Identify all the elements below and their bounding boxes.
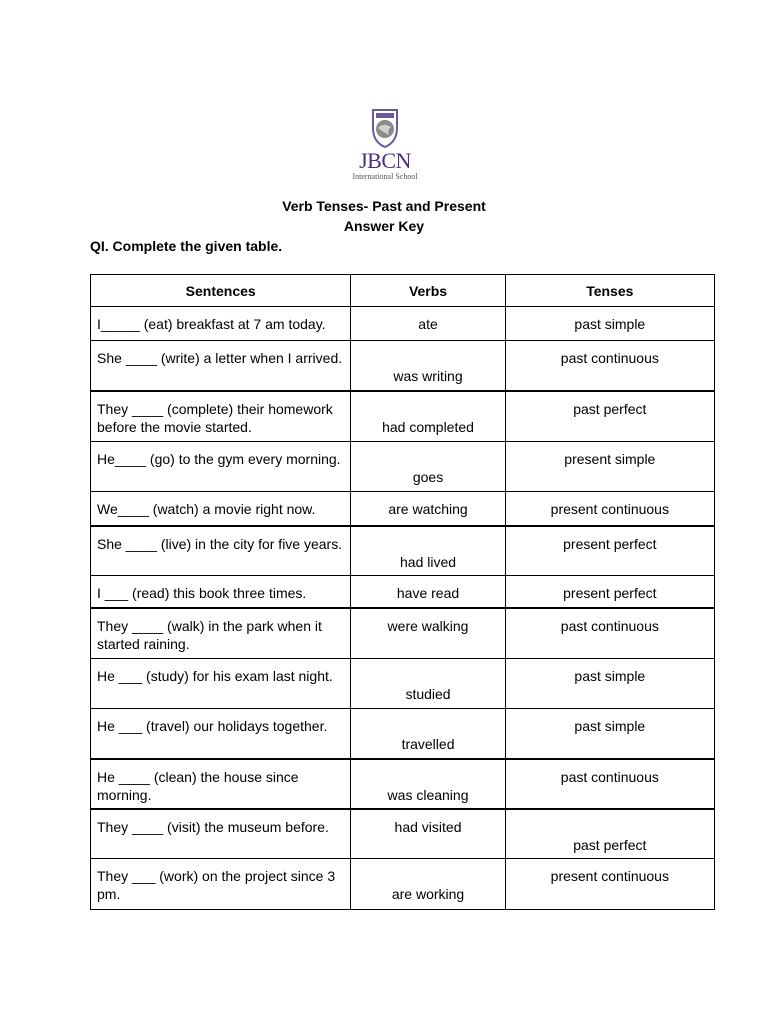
sentence-cell: He____ (go) to the gym every morning. (97, 451, 341, 467)
sentence-cell: I ___ (read) this book three times. (97, 585, 307, 601)
question-label: QI. Complete the given table. (90, 238, 283, 254)
tense-cell: present perfect (563, 585, 657, 601)
table-row (91, 492, 715, 526)
tense-cell: past perfect (573, 400, 647, 417)
sentence-cell: I_____ (eat) breakfast at 7 am today. (97, 316, 326, 332)
table-row (91, 442, 715, 492)
page-subtitle: Answer Key (343, 218, 425, 234)
tense-cell: present continuous (550, 501, 669, 517)
sentence-cell: They ____ (walk) in the park when it started raining. (97, 617, 322, 652)
sentence-cell: They ____ (complete) their homework before the movie started. (97, 400, 333, 435)
verb-cell: have read (396, 585, 460, 601)
table-row (91, 307, 715, 341)
sentence-cell: They ____ (visit) the museum before. (97, 818, 329, 835)
tense-cell: present simple (564, 451, 656, 467)
table-row (91, 576, 715, 608)
table-row (91, 759, 715, 809)
verb-cell: had visited (394, 818, 462, 835)
answer-table (90, 274, 715, 910)
table-row (91, 391, 715, 442)
tense-cell: past simple (574, 718, 646, 734)
table-row (91, 659, 715, 709)
school-logo (345, 108, 425, 184)
verb-cell: are working (391, 886, 465, 902)
sentence-cell: She ____ (write) a letter when I arrived. (97, 350, 343, 366)
verb-cell: had completed (382, 418, 474, 435)
verb-cell: are watching (388, 501, 468, 517)
sentence-cell: He ___ (study) for his exam last night. (97, 668, 333, 684)
verb-cell: studied (405, 686, 451, 702)
tense-cell: present perfect (563, 535, 657, 552)
table-row (91, 341, 715, 391)
shield-icon (345, 108, 425, 148)
header-tenses: Tenses (505, 275, 714, 307)
table-row (91, 859, 715, 910)
table-row (91, 608, 715, 659)
table-row (91, 526, 715, 576)
school-subtitle: International School (352, 172, 418, 181)
tense-cell: past continuous (560, 617, 659, 634)
sentence-cell: They ___ (work) on the project since 3 pm. (97, 868, 336, 902)
tense-cell: past simple (574, 316, 646, 332)
sentence-cell: She ____ (live) in the city for five years. (97, 535, 343, 552)
tense-cell: past perfect (573, 836, 647, 853)
sentence-cell: He ____ (clean) the house since morning. (97, 768, 299, 803)
verb-cell: were walking (387, 617, 469, 634)
page-title: Verb Tenses- Past and Present (282, 198, 486, 214)
verb-cell: was cleaning (387, 786, 469, 803)
tense-cell: past continuous (560, 350, 659, 366)
sentence-cell: He ___ (travel) our holidays together. (97, 718, 328, 734)
sentence-cell: We____ (watch) a movie right now. (97, 501, 316, 517)
verb-cell: travelled (401, 736, 455, 752)
verb-cell: goes (412, 469, 444, 485)
table-row (91, 709, 715, 759)
verb-cell: ate (418, 316, 438, 332)
tense-cell: present continuous (550, 868, 669, 884)
table-header-row (91, 275, 715, 307)
verb-cell: had lived (400, 553, 457, 570)
tense-cell: past simple (574, 668, 646, 684)
school-name: JBCN (359, 148, 411, 173)
header-verbs: Verbs (351, 275, 505, 307)
tense-cell: past continuous (560, 768, 659, 785)
verb-cell: was writing (393, 368, 463, 384)
table-row (91, 809, 715, 859)
header-sentences: Sentences (91, 275, 351, 307)
